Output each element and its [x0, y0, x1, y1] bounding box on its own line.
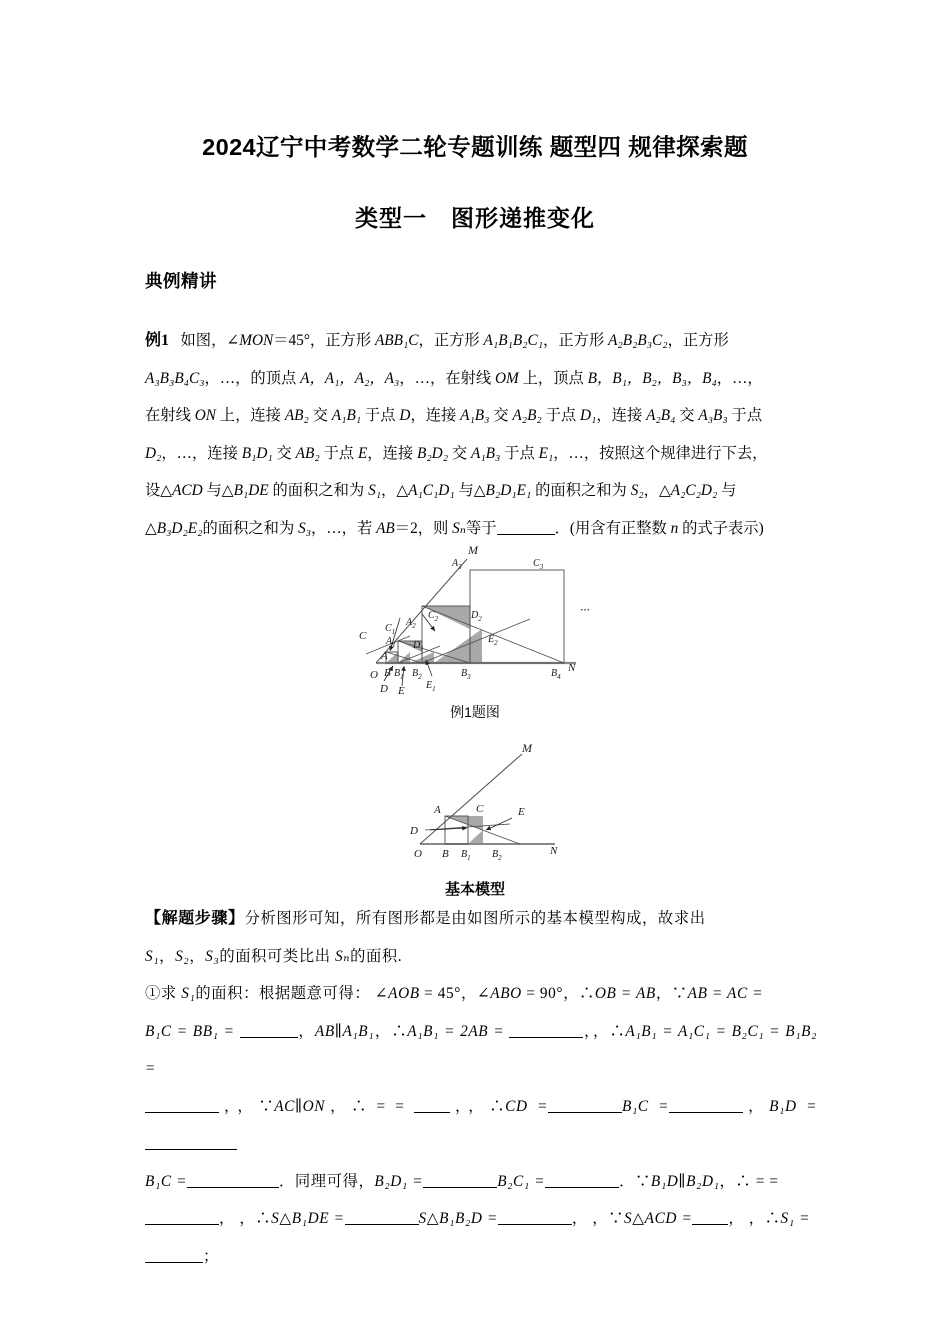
step1-because-2: ，∵	[237, 1097, 275, 1115]
problem-text-36: 的面积之和为	[202, 519, 299, 537]
label-d1: $D_1$	[413, 640, 424, 653]
steps-text-c: ，	[189, 947, 206, 965]
step1-ab-ac: AB = AC =	[687, 985, 764, 1002]
step1-b2d1: B₂D₁ =	[374, 1172, 424, 1190]
tri-b2d1e1: B₂D₁E₁	[485, 482, 532, 499]
label-c1: $C_1$	[385, 623, 396, 636]
problem-text-32: 的面积之和为	[531, 482, 631, 499]
section-heading: 典例精讲	[145, 271, 217, 291]
blank-4[interactable]	[414, 1112, 450, 1113]
page-title: 2024辽宁中考数学二轮专题训练 题型四 规律探索题	[202, 134, 748, 160]
problem-text-23: ，连接	[367, 444, 418, 462]
step1-marker: ①求	[145, 985, 182, 1002]
angle-mon: MON	[239, 332, 274, 349]
step1-ab-par: AB∥A₁B₁	[314, 1022, 375, 1040]
problem-text-24: 交	[448, 444, 471, 462]
area-sn: Sₙ	[452, 519, 466, 537]
tri-acd: ACD	[172, 482, 203, 499]
figure-problem-1	[340, 536, 630, 696]
label-ellipsis: ···	[580, 602, 590, 617]
problem-text-12: 交	[308, 407, 332, 424]
step1-a1b1-2ab: A₁B₁ = 2AB =	[407, 1022, 505, 1040]
step1-s1-final: S₁ =	[780, 1210, 811, 1227]
label-a1: $A_1$	[386, 636, 396, 649]
blank-12[interactable]	[345, 1224, 419, 1225]
ray-om: OM	[494, 369, 519, 387]
problem-text-28: 与△	[202, 482, 234, 499]
blank-10[interactable]	[545, 1187, 619, 1188]
step1-a1b1-chain: A₁B₁ = A₁C₁ = B₂C₁ = B₁B₂ =	[145, 1022, 818, 1077]
vertices-a: A，A₁，A₂，A₃	[300, 369, 400, 387]
step1-therefore-2: ，∴	[592, 1022, 626, 1040]
step1-because-1: ，∵	[655, 985, 688, 1002]
shade-b3d2e2	[434, 629, 482, 663]
steps-sn: Sₙ	[335, 947, 351, 965]
label-n-2: N	[550, 845, 558, 857]
blank-9[interactable]	[423, 1187, 497, 1188]
label-b: B	[384, 667, 391, 679]
step1-same-reason: ．同理可得，	[279, 1172, 375, 1190]
blank-8[interactable]	[187, 1187, 279, 1188]
problem-text-8: 上，顶点	[518, 369, 588, 387]
step1-b1d: B₁D =	[769, 1097, 818, 1115]
step1-therefore-3: ，∴ = =	[325, 1097, 405, 1115]
step1-eq45: = 45°，	[419, 985, 477, 1002]
steps-s3: S₃	[205, 947, 220, 965]
solution-steps	[145, 900, 817, 975]
problem-text-20: ，…，连接	[161, 444, 242, 462]
label-e-2: E	[518, 806, 525, 818]
step1-s1: S₁	[181, 985, 196, 1002]
step1-b1c: B₁C =	[622, 1097, 670, 1115]
seg-a1b3-2: A₁B₃	[471, 444, 501, 462]
seg-a1b3: A₁B₃	[460, 407, 490, 424]
problem-text-27: 设△	[145, 482, 173, 499]
label-e: E	[398, 685, 405, 696]
label-m-2: M	[522, 742, 532, 755]
problem-text-31: 与△	[454, 482, 486, 499]
answer-blank-sn[interactable]	[497, 534, 555, 535]
figure-1-svg	[340, 536, 630, 696]
seg-ab2: AB₂	[284, 407, 309, 424]
step1-ob-ab: OB = AB	[594, 985, 656, 1002]
problem-label: 例1	[145, 332, 170, 349]
label-c2: $C_2$	[428, 610, 439, 623]
var-n: n	[670, 519, 679, 537]
step1-b1c-2: B₁C =	[145, 1172, 188, 1190]
label-a-2: A	[434, 804, 441, 816]
label-b1: $B_1$	[394, 668, 404, 681]
seg-a2b2: A₂B₂	[512, 407, 542, 424]
step1-because-3: ．∵	[619, 1172, 651, 1190]
square-a3b3b4c3	[470, 570, 564, 663]
seg-a2b4: A₂B₄	[646, 407, 676, 424]
problem-text-40: ．(用含有正整数	[554, 519, 671, 537]
step1-angle-abo: ∠ABO	[476, 985, 522, 1002]
page-subtitle: 类型一 图形递推变化	[355, 205, 595, 231]
step1-therefore-1: ，∴	[374, 1022, 408, 1040]
blank-2[interactable]	[509, 1037, 583, 1038]
problem-text-22: 于点	[319, 444, 358, 462]
problem-text-19: 于点	[727, 407, 763, 424]
problem-text-4: ，正方形	[543, 332, 609, 349]
problem-text-9: ，…，	[716, 369, 763, 387]
step1-therefore-5: ，∴ = =	[719, 1172, 779, 1190]
label-c3: $C_3$	[533, 558, 544, 571]
label-d2: $D_2$	[471, 610, 482, 623]
step1-because-4: ，∵	[592, 1210, 625, 1227]
point-d1: D₁	[580, 407, 597, 424]
label-e1: $E_1$	[426, 680, 436, 693]
step1-s-acd: S△ACD =	[624, 1210, 693, 1227]
tri-b3d2e2: B₃D₂E₂	[156, 519, 203, 537]
step1-s-tri-b1b2d: S△B₁B₂D =	[418, 1210, 498, 1227]
blank-11[interactable]	[145, 1224, 219, 1225]
problem-text-30: ，△	[381, 482, 409, 499]
problem-text-15: 交	[489, 407, 513, 424]
label-b2: $B_2$	[412, 668, 422, 681]
step1-b2c1: B₂C₁ =	[497, 1172, 546, 1190]
problem-text-29: 的面积之和为	[268, 482, 369, 499]
square-1: ABB₁C	[374, 332, 419, 349]
problem-text-39: 等于	[466, 519, 497, 537]
step1-therefore-6: ，∴	[239, 1210, 272, 1227]
problem-text-35: △	[145, 519, 157, 537]
step1-ac-par-on: AC∥ON	[274, 1097, 326, 1115]
figure-2-caption: 基本模型	[444, 881, 505, 898]
problem-text-3: ，正方形	[418, 332, 484, 349]
blank-3[interactable]	[145, 1112, 219, 1113]
point-d: D	[399, 407, 411, 424]
problem-text-21: 交	[272, 444, 296, 462]
point-e1: E₁	[538, 444, 554, 462]
step1-angle-aob: ∠AOB	[374, 985, 420, 1002]
blank-14[interactable]	[692, 1224, 728, 1225]
label-d: D	[380, 683, 388, 695]
label-o: O	[370, 669, 378, 681]
label-b-2: B	[442, 848, 449, 860]
problem-text-17: ，连接	[596, 407, 647, 424]
problem-text-18: 交	[675, 407, 699, 424]
problem-text-10: 在射线	[145, 407, 195, 424]
problem-text-16: 于点	[541, 407, 580, 424]
ray-om-line-2	[420, 754, 522, 844]
steps-text-d: 的面积可类比出	[219, 947, 336, 965]
label-b4: $B_4$	[551, 668, 561, 681]
problem-text-5: ，正方形	[667, 332, 729, 349]
blank-1[interactable]	[240, 1037, 298, 1038]
area-s3: S₃	[298, 519, 312, 537]
label-a2: $A_2$	[406, 617, 416, 630]
step1-eq90: = 90°，∴	[521, 985, 595, 1002]
steps-heading: 【解题步骤】	[145, 910, 245, 927]
figure-basic-model	[370, 742, 600, 872]
blank-15[interactable]	[145, 1262, 203, 1263]
vertices-b: B，B₁，B₂，B₃，B₄	[587, 369, 717, 387]
problem-text-26: ，…，按照这个规律进行下去，	[553, 444, 768, 462]
ray-on: ON	[194, 407, 216, 424]
step1-semicolon: ；	[203, 1247, 219, 1265]
steps-s2: S₂	[175, 947, 190, 965]
label-e2: $E_2$	[488, 634, 498, 647]
steps-s1: S₁	[145, 947, 160, 965]
square-3: A₂B₂B₃C₂	[608, 332, 668, 349]
seg-a3b3: A₃B₃	[698, 407, 728, 424]
step-1-derivation: ①求 S₁的面积：根据题意可得： ∠AOB = 45°，∠ABO = 90°，∴OB = AB，∵AB = AC = B₁C = BB₁ = ，AB∥A₁B₁，∴A₁B₁ = 2AB = ，，∴A₁B₁ = A₁C₁ = B₂C₁ = B₁B₂ = ，，∵AC∥ON，∴ = = ，，∴CD = B₁C = ，B₁D = B₁C = ．同理可得，B₂D₁ = B₂C₁ = ．∵B₁D∥B₂D₁，∴ = = ， ，∴S△B₁DE = S△B₁B₂D = ， ，∵S△ACD = ， ，∴S₁ = ；	[145, 985, 818, 1265]
figure-1-caption: 例1题图	[450, 704, 500, 720]
problem-text-38: ＝2，则	[394, 519, 453, 537]
step1-b1c-bb1: B₁C = BB₁ =	[145, 1022, 235, 1040]
label-a: A	[381, 650, 388, 662]
problem-statement	[145, 322, 817, 547]
label-b2-2: $B_2$	[492, 849, 502, 862]
step1-intro: 的面积：根据题意可得：	[195, 985, 371, 1002]
problem-text-1: 如图，∠	[180, 332, 240, 349]
problem-text-33: ，△	[643, 482, 671, 499]
square-2: A₁B₁B₂C₁	[483, 332, 544, 349]
point-d2: D₂	[145, 444, 162, 462]
shade-model-lower	[468, 830, 483, 844]
label-m: M	[468, 543, 478, 557]
point-e: E	[357, 444, 368, 462]
problem-text-7: ，…，在射线	[399, 369, 495, 387]
area-s2: S₂	[630, 482, 644, 499]
steps-text-e: 的面积.	[350, 947, 403, 965]
seg-b1d1: B₁D₁	[241, 444, 273, 462]
seg-a1b1: A₁B₁	[331, 407, 362, 424]
blank-6[interactable]	[669, 1112, 743, 1113]
label-n: N	[568, 662, 576, 674]
tri-a1c1d1: A₁C₁D₁	[408, 482, 455, 499]
seg-ab2-2: AB₂	[295, 444, 320, 462]
label-b3: $B_3$	[461, 668, 471, 681]
ab-eq: AB	[376, 519, 395, 537]
label-o-2: O	[414, 848, 422, 860]
label-b1-2: $B_1$	[461, 849, 471, 862]
problem-text-34: 与	[717, 482, 737, 499]
problem-text-14: ，连接	[410, 407, 461, 424]
label-c: C	[359, 630, 367, 642]
problem-text-13: 于点	[361, 407, 400, 424]
steps-text-b: ，	[159, 947, 176, 965]
problem-text-2: ＝45°，正方形	[273, 332, 375, 349]
blank-13[interactable]	[498, 1224, 572, 1225]
steps-text-a: 分析图形可知，所有图形都是由如图所示的基本模型构成，故求出	[244, 910, 706, 927]
step1-cd: CD =	[505, 1097, 549, 1115]
blank-7[interactable]	[145, 1149, 237, 1150]
seg-b2d2: B₂D₂	[417, 444, 449, 462]
problem-text-11: 上，连接	[215, 407, 285, 424]
blank-5[interactable]	[548, 1112, 622, 1113]
label-c-2: C	[476, 803, 484, 815]
figure-2-svg	[370, 742, 600, 872]
step1-therefore-7: ，∴	[748, 1210, 781, 1227]
label-d-2: D	[410, 825, 418, 837]
label-a3: $A_3$	[452, 558, 462, 571]
problem-text-41: 的式子表示)	[678, 519, 764, 537]
tri-a2c2d2: A₂C₂D₂	[670, 482, 718, 499]
problem-text-25: 于点	[500, 444, 539, 462]
tri-b1de: B₁DE	[233, 482, 269, 499]
square-4: A₃B₃B₄C₃	[145, 369, 205, 387]
problem-text-6: ，…，的顶点	[204, 369, 301, 387]
step1-b1d-par: B₁D∥B₂D₁	[650, 1172, 720, 1190]
area-s1: S₁	[368, 482, 382, 499]
problem-text-37: ，…，若	[311, 519, 377, 537]
step1-s-tri-b1de: S△B₁DE =	[271, 1210, 345, 1227]
step1-therefore-4: ，∴	[468, 1097, 506, 1115]
